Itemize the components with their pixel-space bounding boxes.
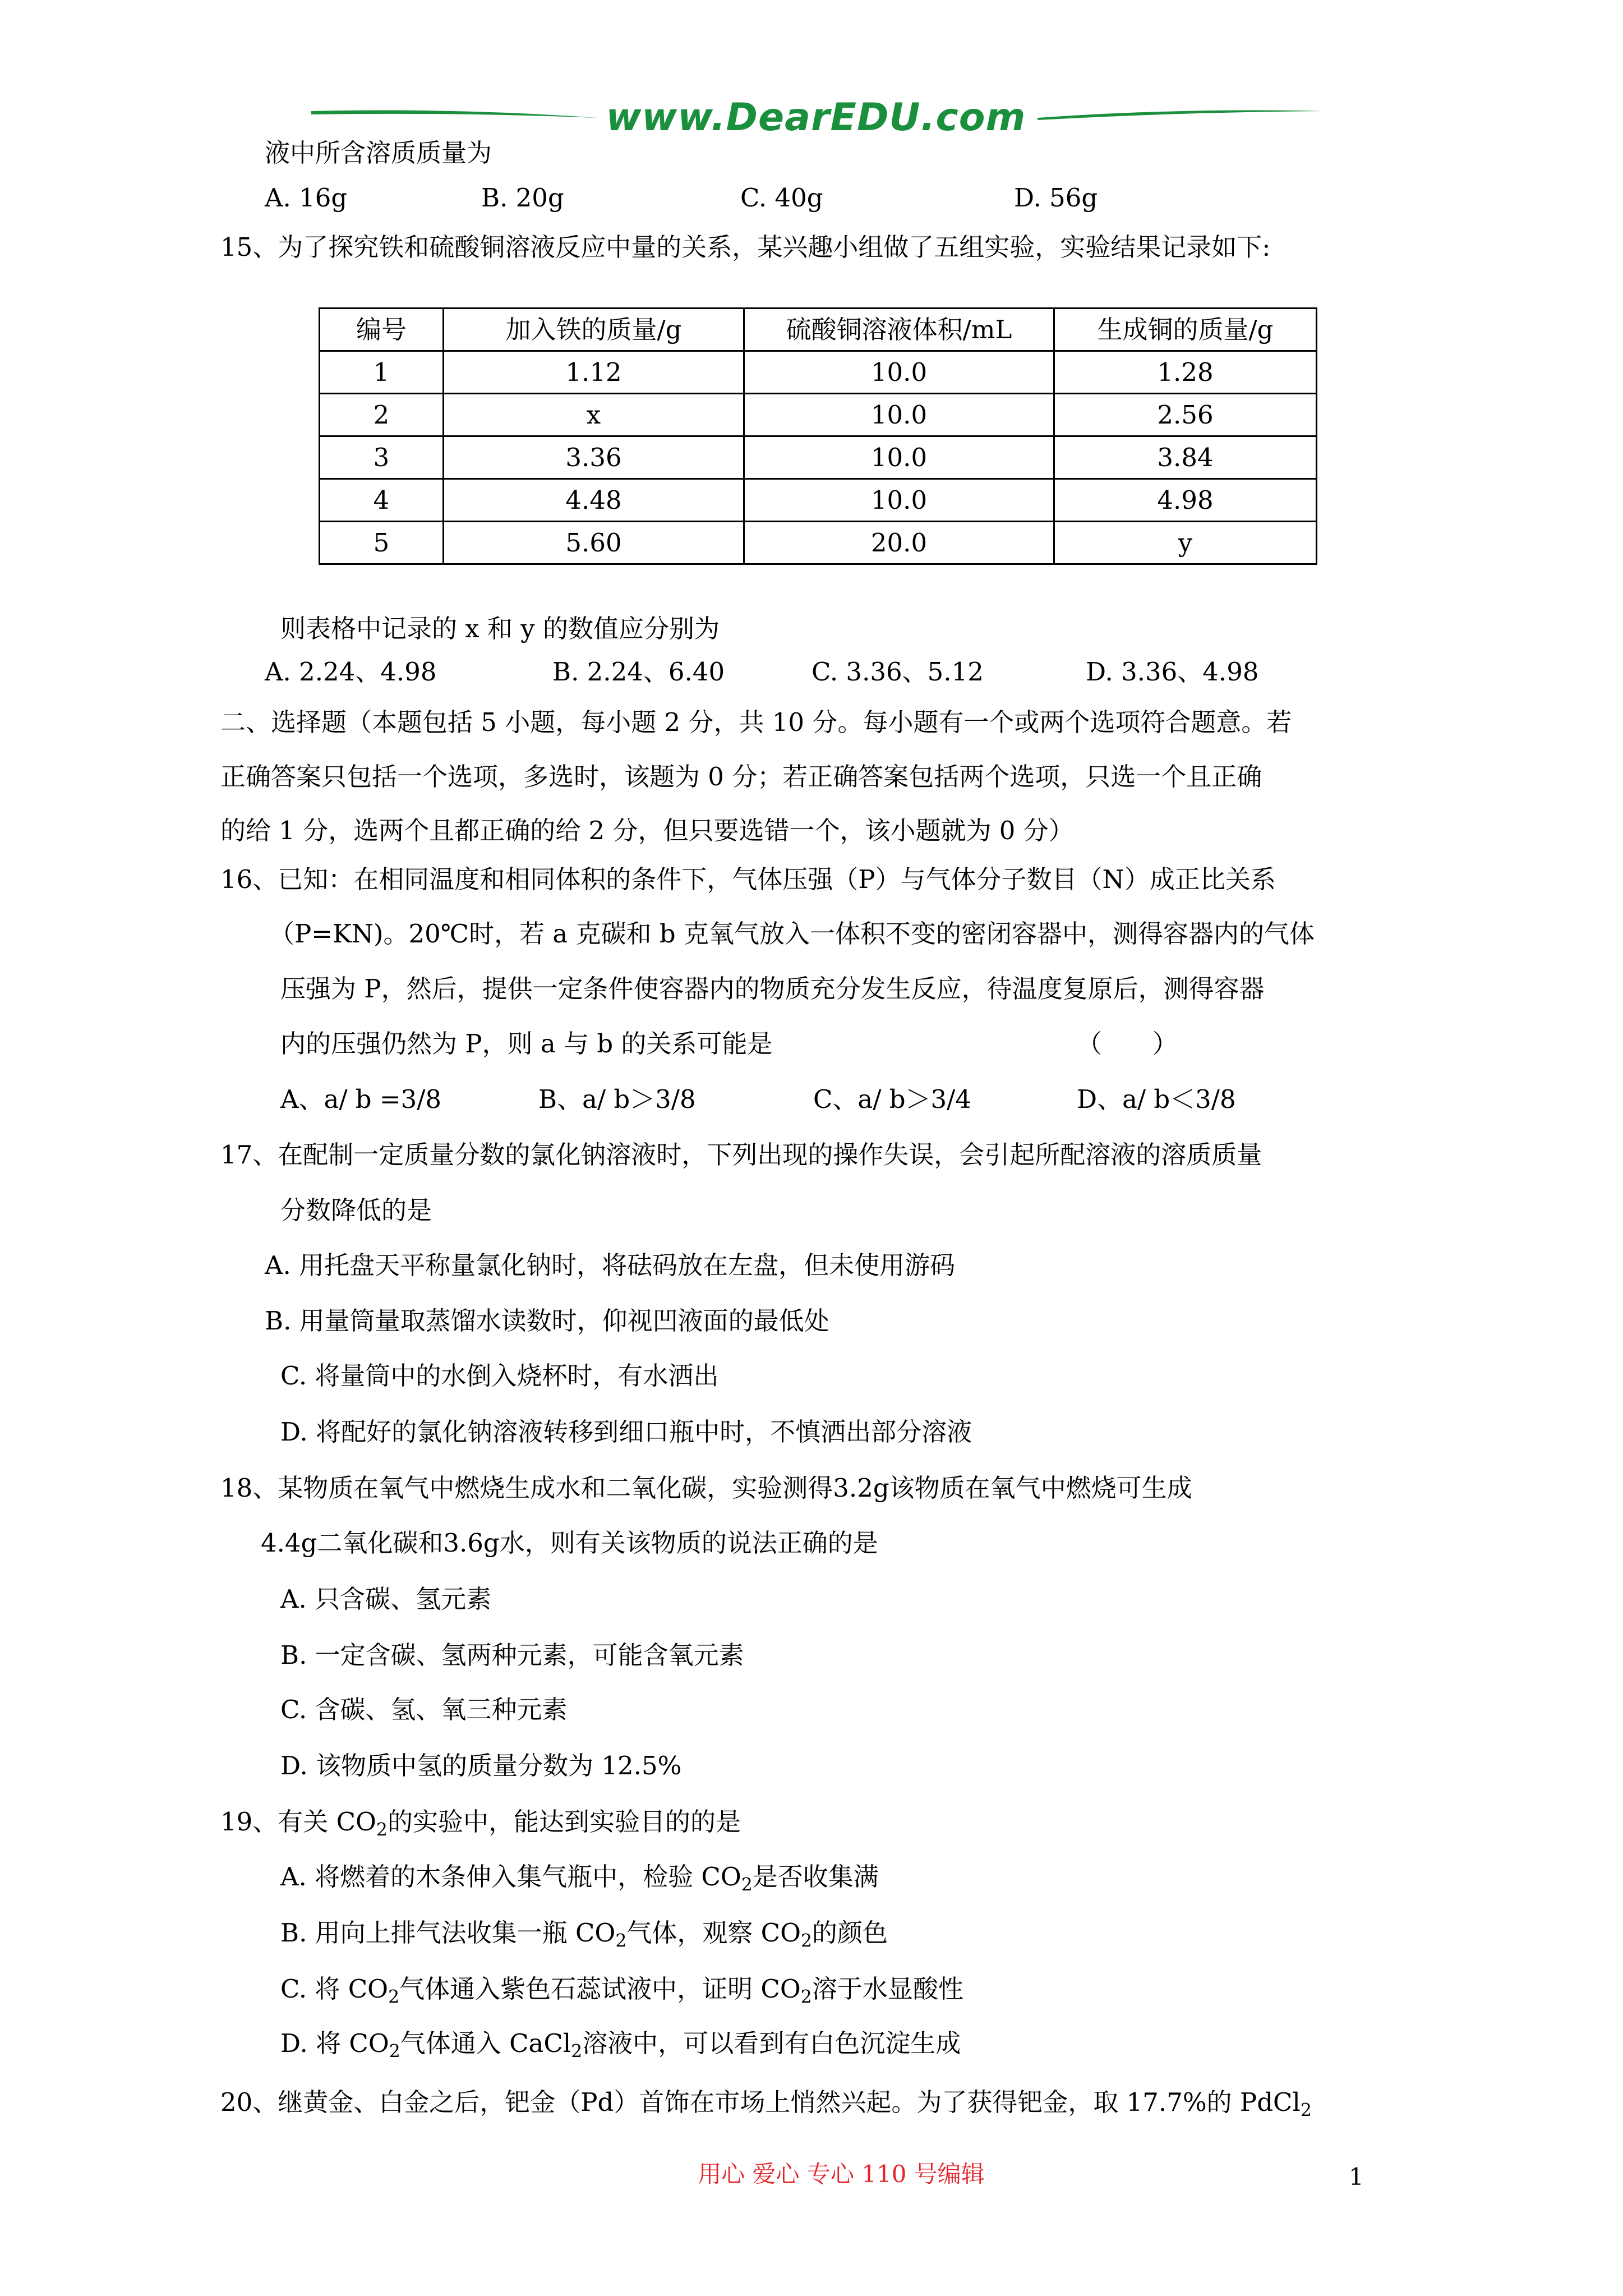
q17-option-d: D. 将配好的氯化钠溶液转移到细口瓶中时，不慎洒出部分溶液 (280, 1417, 972, 1447)
footer-credit: 用心 爱心 专心 110 号编辑 (698, 2160, 985, 2188)
q15-option-c: C. 3.36、5.12 (811, 657, 984, 687)
table-header-cell: 编号 (320, 309, 444, 351)
subscript: 2 (801, 1931, 813, 1952)
q16-option-b: B、a/ b＞3/8 (538, 1084, 696, 1114)
q16-option-a: A、a/ b =3/8 (280, 1084, 442, 1114)
q20-stem (220, 2087, 1312, 2121)
table-row (320, 522, 1317, 564)
table-cell: 10.0 (744, 394, 1054, 436)
q16-line-2: （P=KN)。20℃时，若 a 克碳和 b 克氧气放入一体积不变的密闭容器中，测得容器内的气体 (269, 919, 1315, 949)
q18-option-c: C. 含碳、氢、氧三种元素 (280, 1695, 568, 1724)
section2-line-1: 二、选择题（本题包括 5 小题，每小题 2 分，共 10 分。每小题有一个或两个选项符合题意。若 (220, 707, 1292, 737)
q15-option-a: A. 2.24、4.98 (265, 657, 437, 687)
subscript: 2 (571, 2041, 583, 2062)
q19-option-b-part: 气体，观察 CO (626, 1918, 801, 1948)
table-cell: 1 (320, 351, 444, 394)
table-cell: 4 (320, 479, 444, 522)
table-cell: 4.48 (444, 479, 744, 522)
q18-option-b: B. 一定含碳、氢两种元素，可能含氧元素 (280, 1640, 744, 1670)
table-header-row (320, 309, 1317, 351)
q19-option-d-part: 溶液中，可以看到有白色沉淀生成 (582, 2028, 961, 2058)
q20-stem-text: 20、继黄金、白金之后，钯金（Pd）首饰在市场上悄然兴起。为了获得钯金，取 17.7%的 PdCl (220, 2087, 1301, 2117)
q18-option-d: D. 该物质中氢的质量分数为 12.5% (280, 1751, 682, 1780)
table-cell: 5.60 (444, 522, 744, 564)
section2-line-3: 的给 1 分，选两个且都正确的给 2 分，但只要选错一个，该小题就为 0 分） (220, 816, 1074, 845)
table-cell: 3.84 (1054, 436, 1317, 479)
q14-option-a: A. 16g (265, 183, 348, 213)
q19-option-c-part: 溶于水显酸性 (811, 1974, 963, 2004)
table-cell: 2.56 (1054, 394, 1317, 436)
table-cell: 3.36 (444, 436, 744, 479)
q15-question: 则表格中记录的 x 和 y 的数值应分别为 (280, 614, 720, 643)
q15-stem: 15、为了探究铁和硫酸铜溶液反应中量的关系，某兴趣小组做了五组实验，实验结果记录如下: (220, 232, 1271, 262)
q19-option-b (280, 1918, 888, 1952)
site-logo-text: www.DearEDU.com (606, 95, 1026, 140)
table-cell: 10.0 (744, 479, 1054, 522)
q17-line-2: 分数降低的是 (280, 1195, 432, 1225)
q14-option-d: D. 56g (1014, 183, 1098, 213)
q19-option-d-part: D. 将 CO (280, 2028, 389, 2058)
table-cell: x (444, 394, 744, 436)
q16-option-c: C、a/ b＞3/4 (813, 1084, 971, 1114)
subscript: 2 (615, 1931, 627, 1952)
subscript: 2 (376, 1820, 388, 1841)
table-cell: 10.0 (744, 436, 1054, 479)
q15-option-b: B. 2.24、6.40 (552, 657, 725, 687)
q18-line-2: 4.4g二氧化碳和3.6g水，则有关该物质的说法正确的是 (261, 1528, 878, 1558)
page-number: 1 (1349, 2163, 1364, 2191)
q17-option-a: A. 用托盘天平称量氯化钠时，将砝码放在左盘，但未使用游码 (265, 1250, 956, 1280)
subscript: 2 (741, 1875, 753, 1895)
q16-line-3: 压强为 P，然后，提供一定条件使容器内的物质充分发生反应，待温度复原后，测得容器 (280, 974, 1265, 1004)
table-cell: 2 (320, 394, 444, 436)
q19-option-b-part: 的颜色 (812, 1918, 888, 1948)
table-cell: 3 (320, 436, 444, 479)
table-cell: 10.0 (744, 351, 1054, 394)
q19-stem-part-a: 19、有关 CO (220, 1807, 376, 1837)
table-header-cell: 加入铁的质量/g (444, 309, 744, 351)
table-row (320, 436, 1317, 479)
q15-data-table (319, 307, 1317, 565)
q19-option-c-part: C. 将 CO (280, 1974, 389, 2004)
q16-answer-paren: （ ） (1077, 1029, 1178, 1059)
q19-option-d-part: 气体通入 CaCl (400, 2028, 571, 2058)
table-header-cell: 生成铜的质量/g (1054, 309, 1317, 351)
q16-line-1: 16、已知：在相同温度和相同体积的条件下，气体压强（P）与气体分子数目（N）成正比关系 (220, 864, 1276, 894)
q17-line-1: 17、在配制一定质量分数的氯化钠溶液时，下列出现的操作失误，会引起所配溶液的溶质质量 (220, 1140, 1262, 1170)
table-cell: y (1054, 522, 1317, 564)
q18-line-1: 18、某物质在氧气中燃烧生成水和二氧化碳，实验测得3.2g该物质在氧气中燃烧可生成 (220, 1473, 1192, 1503)
q19-option-a (280, 1862, 879, 1895)
header-swoosh-left (311, 107, 597, 123)
q19-option-c-part: 气体通入紫色石蕊试液中，证明 CO (399, 1974, 801, 2004)
table-cell: 4.98 (1054, 479, 1317, 522)
table-row (320, 394, 1317, 436)
q18-option-a: A. 只含碳、氢元素 (280, 1584, 492, 1614)
q16-line-4: 内的压强仍然为 P，则 a 与 b 的关系可能是 (280, 1029, 773, 1059)
q19-option-a-part: 是否收集满 (752, 1862, 879, 1892)
table-header-cell: 硫酸铜溶液体积/mL (744, 309, 1054, 351)
q19-stem-part-b: 的实验中，能达到实验目的的是 (387, 1807, 741, 1837)
table-row (320, 479, 1317, 522)
q15-option-d: D. 3.36、4.98 (1086, 657, 1259, 687)
q19-option-d (280, 2028, 961, 2062)
q17-option-b: B. 用量筒量取蒸馏水读数时，仰视凹液面的最低处 (265, 1306, 829, 1336)
table-cell: 1.12 (444, 351, 744, 394)
q19-stem (220, 1807, 741, 1841)
table-cell: 20.0 (744, 522, 1054, 564)
q19-option-c (280, 1974, 963, 2008)
q19-option-b-part: B. 用向上排气法收集一瓶 CO (280, 1918, 616, 1948)
q14-stem-tail: 液中所含溶质质量为 (265, 138, 492, 168)
subscript: 2 (388, 1987, 400, 2008)
q14-option-b: B. 20g (481, 183, 564, 213)
q19-option-a-part: A. 将燃着的木条伸入集气瓶中，检验 CO (280, 1862, 741, 1892)
subscript: 2 (389, 2041, 400, 2062)
q16-option-d: D、a/ b＜3/8 (1077, 1084, 1236, 1114)
q17-option-c: C. 将量筒中的水倒入烧杯时，有水洒出 (280, 1361, 719, 1391)
table-row (320, 351, 1317, 394)
subscript: 2 (1300, 2100, 1312, 2121)
header-swoosh-right (1038, 107, 1324, 123)
subscript: 2 (800, 1987, 812, 2008)
table-cell: 5 (320, 522, 444, 564)
q14-option-c: C. 40g (740, 183, 823, 213)
table-cell: 1.28 (1054, 351, 1317, 394)
section2-line-2: 正确答案只包括一个选项，多选时，该题为 0 分；若正确答案包括两个选项，只选一个且正确 (220, 762, 1262, 792)
